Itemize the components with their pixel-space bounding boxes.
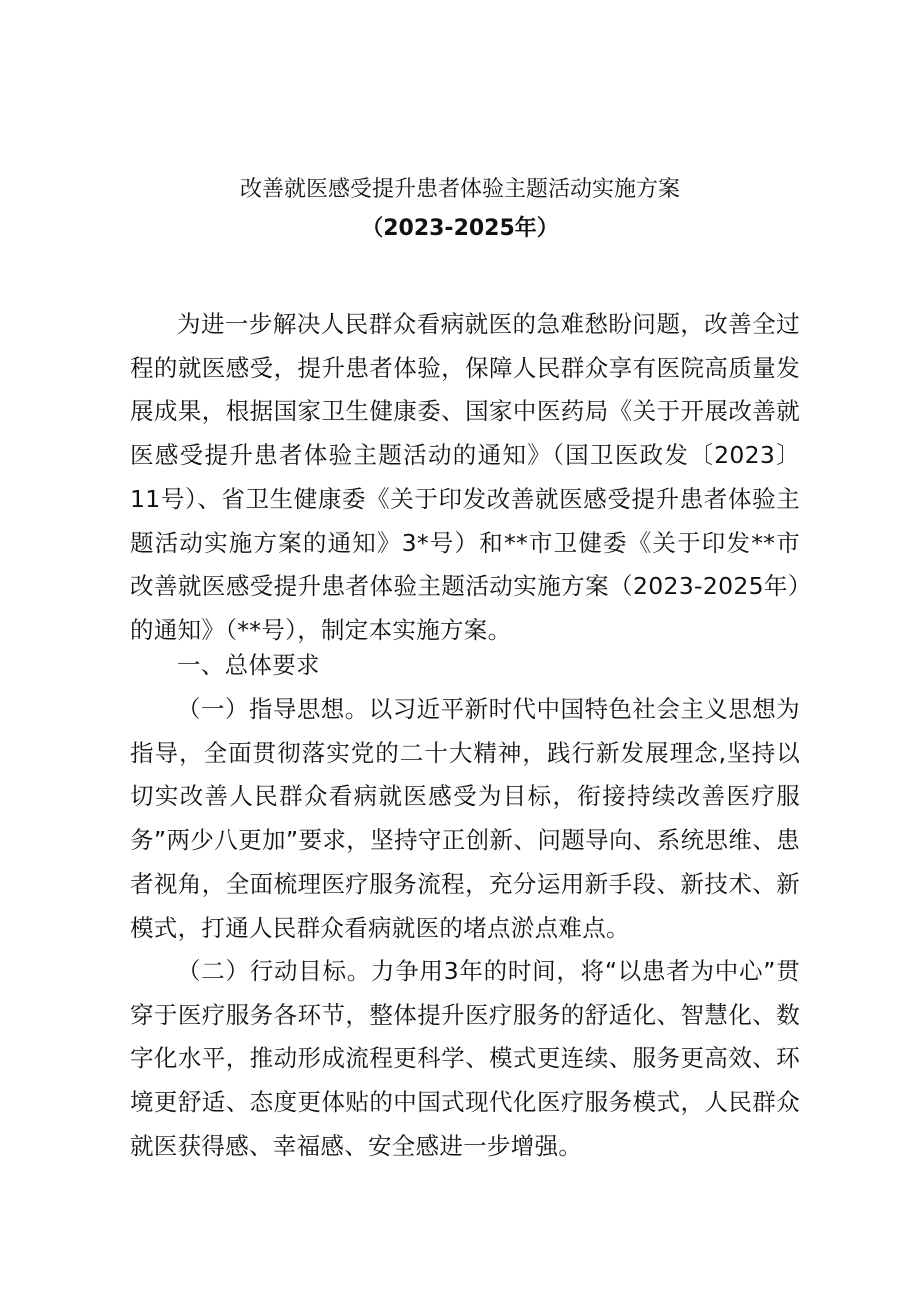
section-heading: 一、总体要求 <box>177 651 320 679</box>
document-subtitle: （2023-2025年） <box>361 216 559 241</box>
guiding-thought-paragraph: （一）指导思想。以习近平新时代中国特色社会主义思想为指导，全面贯彻落实党的二十大精神，践行新发展理念,坚持以切实改善人民群众看病就医感受为目标，衔接持续改善医疗服务”两少八更加”要求，坚持守正创新、问题导向、系统思维、患者视角，全面梳理医疗服务流程，充分运用新手段、新技术、新模式，打通人民群众看病就医的堵点淤点难点。 <box>130 695 800 942</box>
document-title: 改善就医感受提升患者体验主题活动实施方案 <box>239 177 680 202</box>
intro-paragraph: 为进一步解决人民群众看病就医的急难愁盼问题，改善全过程的就医感受，提升患者体验，保障人民群众享有医院高质量发展成果，根据国家卫生健康委、国家中医药局《关于开展改善就医感受提升患者体验主题活动的通知》（国卫医政发〔2023〕11号）、省卫生健康委《关于印发改善就医感受提升患者体验主题活动实施方案的通知》3*号）和**市卫健委《关于印发**市改善就医感受提升患者体验主题活动实施方案（2023-2025年）的通知》（**号），制定本实施方案。 <box>130 310 800 644</box>
action-goal-paragraph: （二）行动目标。力争用3年的时间，将“以患者为中心”贯穿于医疗服务各环节，整体提升医疗服务的舒适化、智慧化、数字化水平，推动形成流程更科学、模式更连续、服务更高效、环境更舒适、态度更体贴的中国式现代化医疗服务模式，人民群众就医获得感、幸福感、安全感进一步增强。 <box>130 957 800 1160</box>
